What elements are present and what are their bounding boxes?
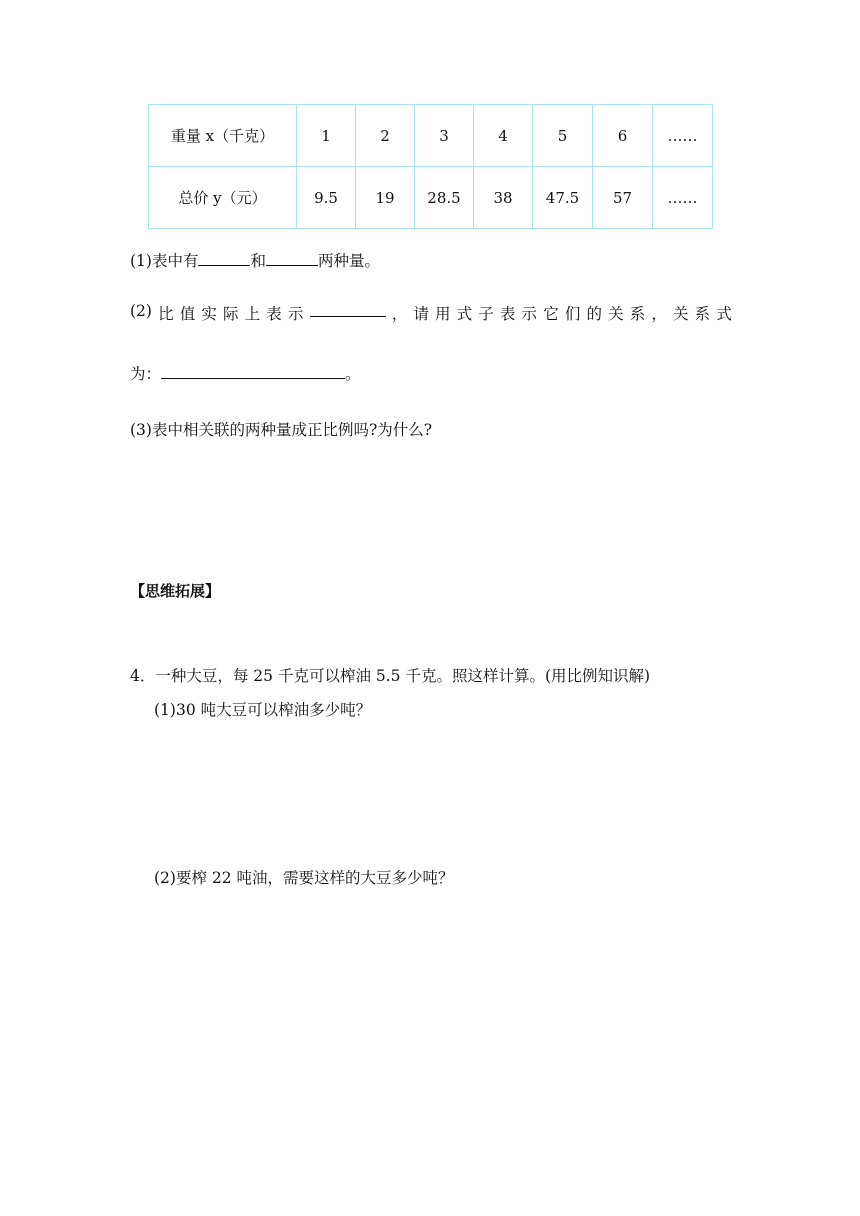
table-cell: 47.5 <box>533 167 593 229</box>
table-header-price: 总价 y（元） <box>149 167 297 229</box>
answer-blank[interactable] <box>161 364 345 379</box>
question-4: 4．一种大豆，每 25 千克可以榨油 5.5 千克。照这样计算。(用比例知识解) <box>130 667 651 685</box>
question-1-prefix: (1)表中有 <box>130 252 199 270</box>
table-row-price <box>149 167 713 229</box>
question-2-char: 系 <box>694 305 711 323</box>
question-2-char: 际 <box>223 305 239 323</box>
question-2-char: 关 <box>608 305 624 323</box>
section-heading: 【思维拓展】 <box>130 582 221 600</box>
question-2-char: 的 <box>586 305 602 323</box>
question-2-char: 关 <box>673 305 689 323</box>
question-2-char: 上 <box>244 305 261 323</box>
question-2-line-2 <box>130 362 361 384</box>
table-cell: 2 <box>356 105 415 167</box>
question-2-char: 比 <box>158 305 174 323</box>
table-cell: 38 <box>474 167 533 229</box>
table-cell: 6 <box>593 105 653 167</box>
answer-blank[interactable] <box>266 251 318 266</box>
question-4-sub-1: (1)30 吨大豆可以榨油多少吨？ <box>154 701 372 719</box>
question-1 <box>130 249 380 271</box>
table-cell-ellipsis: …… <box>653 167 713 229</box>
answer-blank[interactable] <box>310 302 386 317</box>
table-cell: 1 <box>297 105 356 167</box>
question-1-suffix: 两种量。 <box>317 252 380 270</box>
question-2-char: 子 <box>478 305 494 323</box>
question-2-char: 值 <box>179 305 196 323</box>
question-4-sub-2: (2)要榨 22 吨油，需要这样的大豆多少吨？ <box>154 869 454 887</box>
table-cell: 57 <box>593 167 653 229</box>
question-3: (3)表中相关联的两种量成正比例吗?为什么? <box>130 421 433 439</box>
question-1-middle: 和 <box>250 252 266 270</box>
question-2-line-1 <box>130 302 732 324</box>
question-2-char: 示 <box>521 305 538 323</box>
question-2-char: 式 <box>716 305 732 323</box>
table-cell: 5 <box>533 105 593 167</box>
question-2-char: 示 <box>287 305 304 323</box>
question-2-char: 式 <box>456 305 473 323</box>
table-cell: 28.5 <box>415 167 474 229</box>
table-row-weight <box>149 105 713 167</box>
table-cell-ellipsis: …… <box>653 105 713 167</box>
question-2-char: 用 <box>434 305 451 323</box>
price-weight-table <box>148 104 713 229</box>
question-2-char: 表 <box>499 305 516 323</box>
table-cell: 19 <box>356 167 415 229</box>
question-2-char: 实 <box>201 305 217 323</box>
table-cell: 9.5 <box>297 167 356 229</box>
question-2-char: ， <box>651 305 667 323</box>
question-2-char: 它 <box>543 305 559 323</box>
question-2-line-2-prefix: 为： <box>130 365 162 383</box>
table-cell: 4 <box>474 105 533 167</box>
question-2-char: 表 <box>266 305 282 323</box>
question-2-char: (2) <box>130 302 152 320</box>
question-2-char: 请 <box>413 305 429 323</box>
answer-blank[interactable] <box>198 251 250 266</box>
table-header-weight: 重量 x（千克） <box>149 105 297 167</box>
question-2-char: ， <box>391 305 408 323</box>
question-2-char: 们 <box>564 305 581 323</box>
table-cell: 3 <box>415 105 474 167</box>
question-2-line-2-suffix: 。 <box>345 365 361 383</box>
question-2-char: 系 <box>629 305 646 323</box>
